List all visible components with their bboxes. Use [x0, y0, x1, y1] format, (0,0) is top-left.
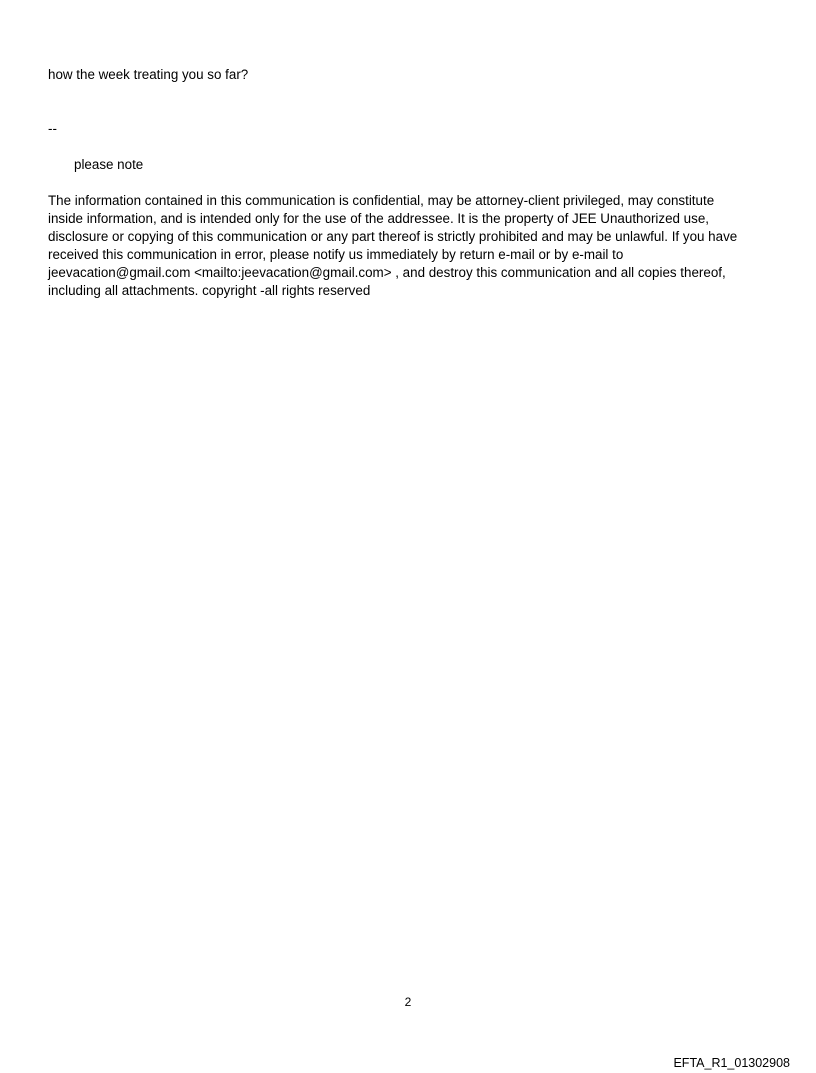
disclaimer-line: received this communication in error, please notify us immediately by return e-mail or by e-mail to	[48, 247, 624, 262]
disclaimer-line: disclosure or copying of this communication or any part thereof is strictly prohibited and may be unlawful. If you have	[48, 229, 738, 244]
note-heading: please note	[74, 157, 144, 172]
disclaimer-line: inside information, and is intended only for the use of the addressee. It is the property of JEE Unauthorized use,	[48, 211, 709, 226]
disclaimer-line: including all attachments. copyright -all rights reserved	[48, 283, 371, 298]
disclaimer-line: The information contained in this communication is confidential, may be attorney-client privileged, may constitute	[48, 193, 715, 208]
email-greeting: how the week treating you so far?	[48, 67, 249, 82]
confidentiality-disclaimer	[48, 192, 768, 300]
page-number: 2	[404, 995, 412, 1009]
disclaimer-line: jeevacation@gmail.com <mailto:jeevacation@gmail.com> , and destroy this communication and all copies thereof,	[48, 265, 726, 280]
signature-separator: --	[48, 121, 57, 136]
document-id: EFTA_R1_01302908	[673, 1056, 790, 1070]
